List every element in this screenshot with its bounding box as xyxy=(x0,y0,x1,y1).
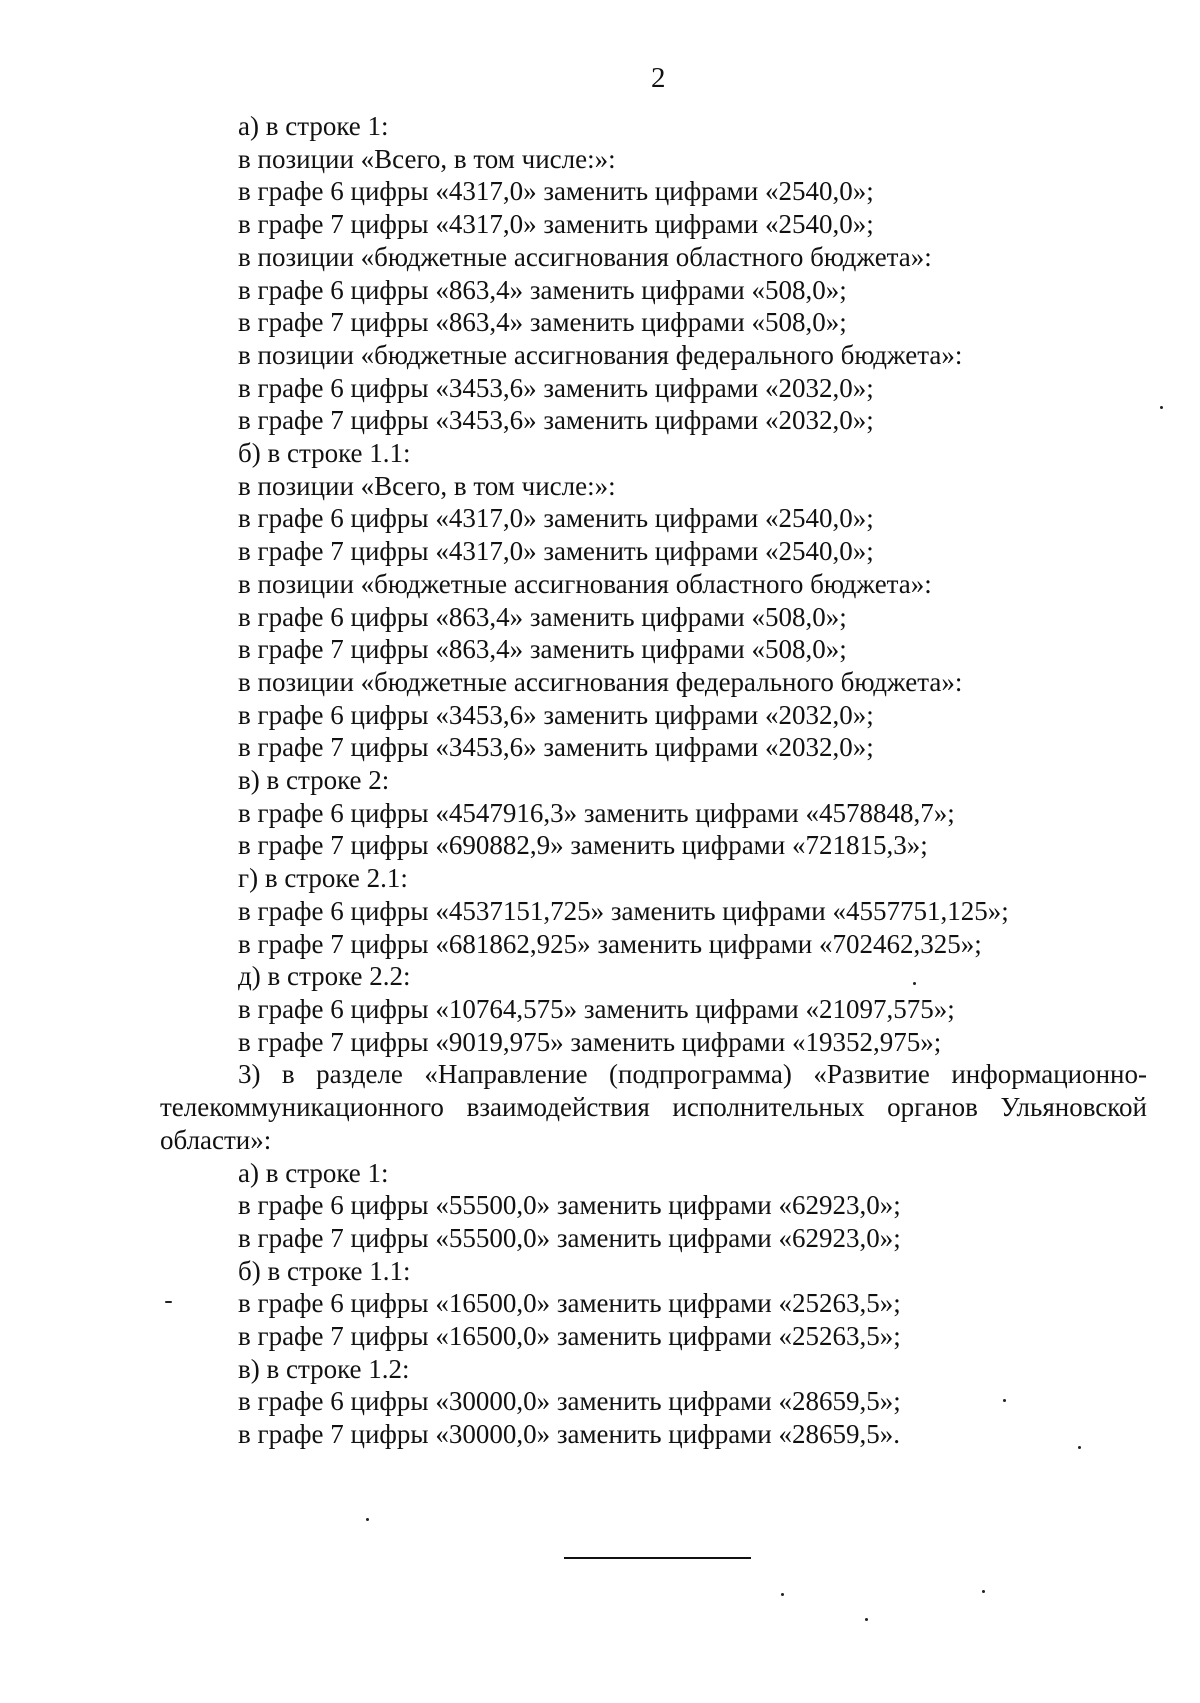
text-line: в графе 7 цифры «863,4» заменить цифрами «508,0»; xyxy=(238,634,847,665)
amendment-lines-section-3 xyxy=(160,1157,1147,1451)
text-line: в позиции «бюджетные ассигнования областного бюджета»: xyxy=(238,568,932,599)
text-line: в графе 7 цифры «3453,6» заменить цифрами «2032,0»; xyxy=(238,732,874,763)
text-line: в графе 7 цифры «681862,925» заменить цифрами «702462,325»; xyxy=(238,928,982,959)
text-line: в позиции «Всего, в том числе:»: xyxy=(238,143,616,174)
text-line: г) в строке 2.1: xyxy=(238,863,408,894)
text-line: а) в строке 1: xyxy=(238,111,389,141)
text-line: в графе 6 цифры «16500,0» заменить цифрами «25263,5»; xyxy=(238,1288,901,1319)
text-line: в графе 6 цифры «3453,6» заменить цифрами «2032,0»; xyxy=(238,372,874,403)
text-line: в графе 6 цифры «10764,575» заменить цифрами «21097,575»; xyxy=(238,993,955,1024)
text-line: в позиции «Всего, в том числе:»: xyxy=(238,470,616,501)
text-line: в графе 7 цифры «30000,0» заменить цифрами «28659,5». xyxy=(238,1419,900,1450)
text-line: в графе 6 цифры «30000,0» заменить цифрами «28659,5»; xyxy=(238,1386,901,1417)
scan-speck xyxy=(982,1590,985,1593)
text-line: в графе 6 цифры «863,4» заменить цифрами «508,0»; xyxy=(238,274,847,305)
scan-speck xyxy=(1003,1399,1006,1402)
text-line: в графе 6 цифры «863,4» заменить цифрами «508,0»; xyxy=(238,601,847,632)
end-of-document-rule xyxy=(564,1557,751,1559)
text-line: д) в строке 2.2: xyxy=(238,961,411,992)
scan-speck xyxy=(913,982,916,985)
text-line: в графе 6 цифры «55500,0» заменить цифрами «62923,0»; xyxy=(238,1190,901,1221)
scan-speck xyxy=(865,1618,868,1621)
text-line: в графе 6 цифры «3453,6» заменить цифрами «2032,0»; xyxy=(238,699,874,730)
text-line: в графе 6 цифры «4317,0» заменить цифрами «2540,0»; xyxy=(238,176,874,207)
document-body xyxy=(160,110,1147,1451)
scan-speck xyxy=(165,1301,172,1303)
text-line: в графе 7 цифры «9019,975» заменить цифрами «19352,975»; xyxy=(238,1026,942,1057)
text-line: в графе 7 цифры «4317,0» заменить цифрами «2540,0»; xyxy=(238,536,874,567)
text-line: в) в строке 2: xyxy=(238,765,390,796)
text-line: б) в строке 1.1: xyxy=(238,1255,411,1286)
text-line: в графе 7 цифры «863,4» заменить цифрами «508,0»; xyxy=(238,307,847,338)
text-line: в графе 6 цифры «4547916,3» заменить цифрами «4578848,7»; xyxy=(238,797,955,828)
scan-speck xyxy=(1078,1446,1081,1449)
text-line: в) в строке 1.2: xyxy=(238,1353,410,1384)
scan-speck xyxy=(1160,406,1163,409)
page-number: 2 xyxy=(651,62,666,94)
amendment-lines-section-2 xyxy=(160,110,1147,1058)
text-line: в графе 7 цифры «55500,0» заменить цифрами «62923,0»; xyxy=(238,1222,901,1253)
scan-speck xyxy=(366,1518,369,1521)
text-line: в позиции «бюджетные ассигнования областного бюджета»: xyxy=(238,241,932,272)
text-line: в графе 7 цифры «16500,0» заменить цифрами «25263,5»; xyxy=(238,1321,901,1352)
text-line: в позиции «бюджетные ассигнования федерального бюджета»: xyxy=(238,666,963,697)
text-line: в графе 6 цифры «4537151,725» заменить цифрами «4557751,125»; xyxy=(238,895,1009,926)
text-line: б) в строке 1.1: xyxy=(238,438,411,469)
text-line: в графе 7 цифры «690882,9» заменить цифрами «721815,3»; xyxy=(238,830,928,861)
text-line: в позиции «бюджетные ассигнования федерального бюджета»: xyxy=(238,339,963,370)
text-line: в графе 6 цифры «4317,0» заменить цифрами «2540,0»; xyxy=(238,503,874,534)
text-line: в графе 7 цифры «3453,6» заменить цифрами «2032,0»; xyxy=(238,405,874,436)
section-3-paragraph: 3) в разделе «Направление (подпрограмма) «Развитие информационно-телекоммуникационного взаимодействия исполнительных органов Ульяновской области»: xyxy=(160,1059,1147,1155)
scan-speck xyxy=(781,1593,784,1596)
text-line: в графе 7 цифры «4317,0» заменить цифрами «2540,0»; xyxy=(238,209,874,240)
text-line: а) в строке 1: xyxy=(238,1157,389,1188)
